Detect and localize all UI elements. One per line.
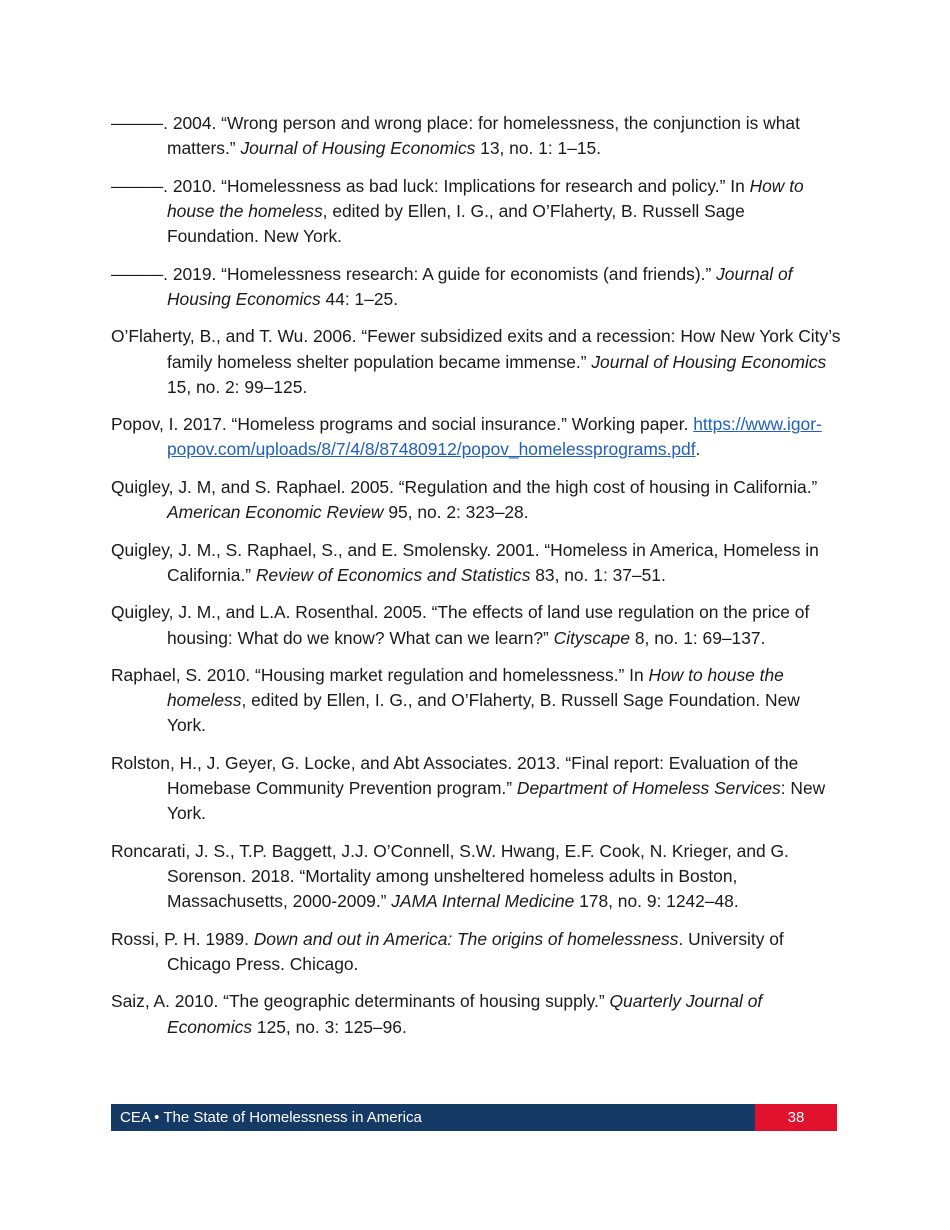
reference-text: Rossi, P. H. 1989. <box>111 928 254 949</box>
reference-title-italic: Department of Homeless Services <box>516 778 781 799</box>
reference-title-italic: How to house the homeless <box>167 665 784 711</box>
reference-text: ———. 2004. “Wrong person and wrong place: for homelessness, the conjunction is what matters.” <box>111 113 800 159</box>
reference-title-italic: Quarterly Journal of Economics <box>167 991 763 1037</box>
reference-text: 83, no. 1: 37–51. <box>530 564 666 585</box>
reference-title-italic: Journal of Housing Economics <box>240 138 476 159</box>
reference-title-italic: Journal of Housing Economics <box>167 263 793 309</box>
reference-entry <box>111 839 841 915</box>
reference-text: , edited by Ellen, I. G., and O’Flaherty, B. Russell Sage Foundation. New York. <box>167 200 745 247</box>
reference-text: . <box>695 439 701 460</box>
reference-text: 95, no. 2: 323–28. <box>383 502 529 523</box>
reference-entry <box>111 475 841 525</box>
reference-text: Roncarati, J. S., T.P. Baggett, J.J. O’Connell, S.W. Hwang, E.F. Cook, N. Krieger, and G. Sorenson. 2018. “Mortality among unsheltered homeless adults in Boston, Massachusetts, 2000-2009.” <box>111 840 789 912</box>
reference-entry <box>111 174 841 250</box>
reference-text: Rolston, H., J. Geyer, G. Locke, and Abt Associates. 2013. “Final report: Evaluation of the Homebase Community Prevention program.” <box>111 752 799 799</box>
reference-entry <box>111 600 841 650</box>
reference-text: Raphael, S. 2010. “Housing market regulation and homelessness.” In <box>111 665 649 686</box>
reference-text: O’Flaherty, B., and T. Wu. 2006. “Fewer subsidized exits and a recession: How New York City’s family homeless shelter population became immense.” <box>111 326 841 372</box>
footer-title: CEA • The State of Homelessness in America <box>111 1104 755 1131</box>
reference-text: Quigley, J. M., S. Raphael, S., and E. Smolensky. 2001. “Homeless in America, Homeless in California.” <box>111 539 819 585</box>
reference-text: , edited by Ellen, I. G., and O’Flaherty, B. Russell Sage Foundation. New York. <box>167 690 800 736</box>
reference-text: 13, no. 1: 1–15. <box>475 138 602 159</box>
reference-entry <box>111 751 841 827</box>
reference-entry <box>111 989 841 1039</box>
reference-text: 15, no. 2: 99–125. <box>167 376 308 397</box>
reference-entry <box>111 111 841 161</box>
reference-link[interactable]: https://www.igor-popov.com/uploads/8/7/4/8/87480912/popov_homelessprograms.pdf <box>167 414 822 460</box>
reference-entry <box>111 538 841 588</box>
reference-title-italic: JAMA Internal Medicine <box>391 891 575 912</box>
reference-text: Quigley, J. M., and L.A. Rosenthal. 2005. “The effects of land use regulation on the price of housing: What do we know? What can we learn?” <box>111 602 810 648</box>
reference-text: 178, no. 9: 1242–48. <box>574 891 739 912</box>
reference-entry <box>111 927 841 977</box>
reference-text: ———. 2019. “Homelessness research: A guide for economists (and friends).” <box>111 263 717 284</box>
reference-title-italic: How to house the homeless <box>167 175 804 221</box>
reference-text: ———. 2010. “Homelessness as bad luck: Implications for research and policy.” In <box>111 175 750 196</box>
reference-text: 8, no. 1: 69–137. <box>630 627 766 648</box>
page-footer <box>111 1104 837 1131</box>
reference-text: Quigley, J. M, and S. Raphael. 2005. “Regulation and the high cost of housing in California.” <box>111 476 818 497</box>
reference-text: Popov, I. 2017. “Homeless programs and social insurance.” Working paper. <box>111 414 694 435</box>
reference-text: : New York. <box>167 778 826 824</box>
reference-entry <box>111 663 841 739</box>
reference-text: 125, no. 3: 125–96. <box>252 1016 407 1037</box>
reference-title-italic: Down and out in America: The origins of homelessness <box>253 928 679 949</box>
reference-title-italic: Journal of Housing Economics <box>591 351 827 372</box>
reference-text: 44: 1–25. <box>320 288 399 309</box>
reference-title-italic: Review of Economics and Statistics <box>255 564 531 585</box>
reference-list <box>111 111 841 1052</box>
reference-entry <box>111 262 841 312</box>
reference-title-italic: Cityscape <box>553 627 631 648</box>
reference-text: Saiz, A. 2010. “The geographic determinants of housing supply.” <box>111 991 610 1012</box>
page-number: 38 <box>755 1104 837 1131</box>
reference-entry <box>111 412 841 462</box>
reference-text: . University of Chicago Press. Chicago. <box>167 928 784 974</box>
reference-title-italic: American Economic Review <box>167 502 384 523</box>
reference-entry <box>111 324 841 400</box>
